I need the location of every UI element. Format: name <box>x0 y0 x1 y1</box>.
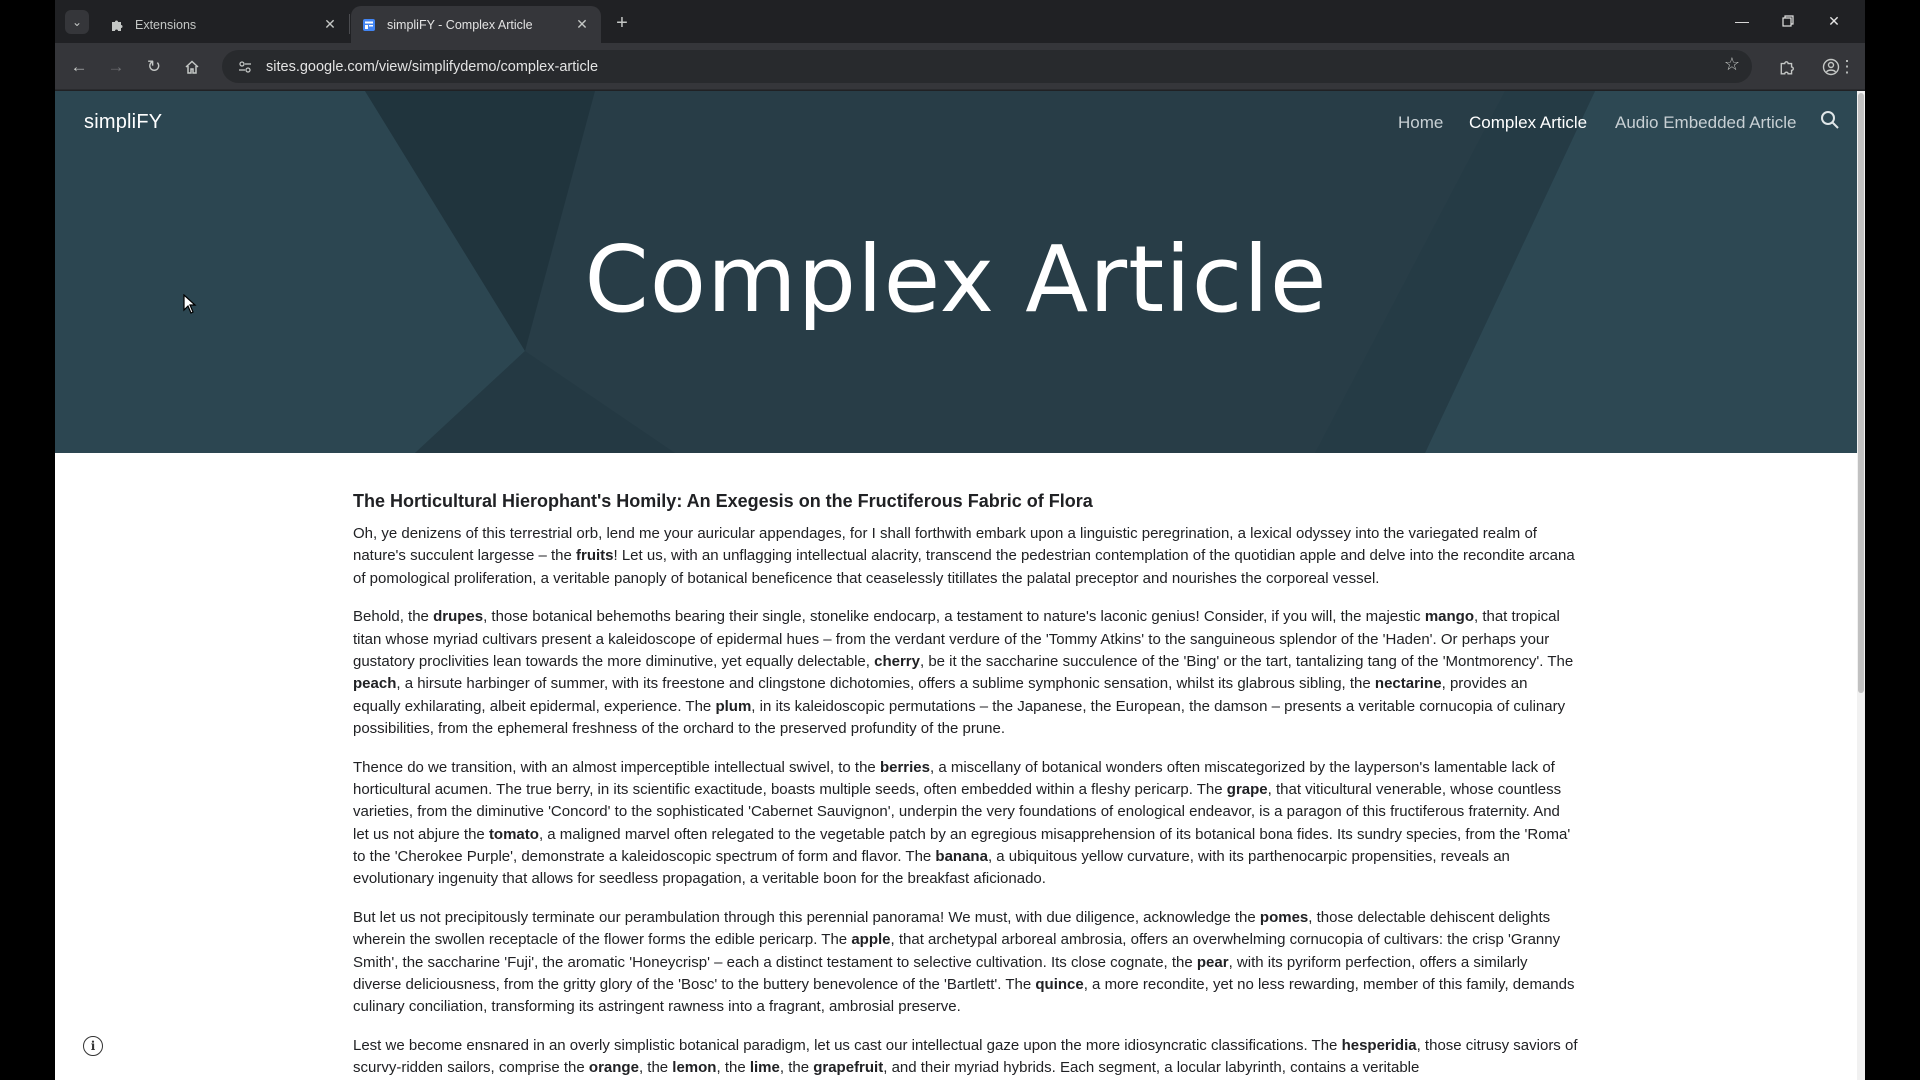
chevron-down-icon: ⌄ <box>71 15 83 29</box>
bold-term: drupes <box>433 608 484 626</box>
nav-audio-embedded-article[interactable]: Audio Embedded Article <box>1615 113 1797 132</box>
nav-complex-article[interactable]: Complex Article <box>1469 113 1588 132</box>
mouse-cursor-icon <box>183 294 197 314</box>
bold-term: pomes <box>1259 908 1309 926</box>
tab-simplify[interactable] <box>351 6 601 43</box>
bold-term: peach <box>353 675 397 693</box>
article-heading: The Horticultural Hierophant's Homily: An Exegesis on the Fructiferous Fabric of Flora <box>353 491 1093 511</box>
page-scrollbar[interactable] <box>1857 91 1865 1080</box>
bold-term: nectarine <box>1374 675 1442 693</box>
article-paragraph <box>353 606 1578 740</box>
nav-home[interactable]: Home <box>1398 113 1444 132</box>
text-run: Lest we become ensnared in an overly simplistic botanical paradigm, let us cast our intellectual gaze upon the more idiosyncratic classifications. The <box>353 1036 1342 1054</box>
text-run: Thence do we transition, with an almost imperceptible intellectual swivel, to the <box>353 758 880 776</box>
page-viewport <box>55 91 1865 1080</box>
text-run: , a miscellany of botanical wonders often miscategorized by the layperson's lamentable lack of horticultural acumen. The true berry, in its scientific exactitude, boasts multiple seeds, often embedded within a fleshy pericarp. The <box>353 758 1555 798</box>
tab-search-button[interactable] <box>65 10 89 34</box>
site-settings-icon[interactable] <box>230 60 260 74</box>
bold-term: lime <box>749 1059 780 1077</box>
text-run: , with its pyriform perfection, offers a similarly diverse deliciousness, from the gritty glory of the 'Bosc' to the buttery benevolence of the 'Bartlett'. The <box>353 953 1528 993</box>
forward-button[interactable] <box>102 53 130 81</box>
browser-toolbar <box>55 43 1865 90</box>
text-run: , provides an equally exhilarating, albeit epidermal, experience. The <box>353 675 1528 715</box>
text-run: , a maligned marvel often relegated to the vegetable patch by an egregious misapprehension of its botanical bona fides. Its sundry species, from the 'Roma' to the 'Cherokee Purple', demonstrate a kaleidoscopic spectrum of form and flavor. The <box>353 825 1571 865</box>
reload-icon: ↻ <box>146 57 162 76</box>
text-run: ! Let us, with an unflagging intellectual alacrity, transcend the pedestrian contemplation of the quotidian apple and delve into the recondite arcana of pomological proliferation, a veritable panoply of botanical beneficence that ceaselessly titillates the palatal preceptor and nourishes the corporeal vessel. <box>353 547 1575 587</box>
text-run: , in its kaleidoscopic permutations – the Japanese, the European, the damson – presents a veritable cornucopia of culinary possibilities, from the ephemeral freshness of the orchard to the preserved profundity of the prune. <box>353 697 1566 737</box>
tab-title: Extensions <box>135 17 197 32</box>
text-run: Oh, ye denizens of this terrestrial orb, lend me your auricular appendages, for I shall forthwith embark upon a linguistic peregrination, a lexical odyssey into the variegated realm of nature's succulent largesse – the <box>353 525 1537 565</box>
close-icon[interactable]: ✕ <box>324 16 336 32</box>
tab-strip <box>55 0 1865 43</box>
text-run: , the <box>779 1059 814 1077</box>
browser-window <box>55 0 1865 1080</box>
tab-title: simpliFY - Complex Article <box>387 17 533 32</box>
bold-term: orange <box>588 1059 639 1077</box>
bold-term: plum <box>715 697 752 715</box>
article-body <box>353 491 1578 1080</box>
text-run: , the <box>716 1059 750 1077</box>
article-paragraph <box>353 907 1578 1018</box>
info-icon[interactable]: i <box>83 1036 103 1056</box>
text-run: , a ubiquitous yellow curvature, with its parthenocarpic propensities, reveals an evolutionary ingenuity that allows for seedless propagation, a veritable boon for the breakfast aficionado. <box>353 847 1510 888</box>
text-run: But let us not precipitously terminate our perambulation through this perennial panorama! We must, with due diligence, acknowledge the <box>353 908 1260 926</box>
address-bar[interactable] <box>222 50 1752 83</box>
minimize-button[interactable]: — <box>1735 13 1749 29</box>
bold-term: grape <box>1226 780 1268 798</box>
arrow-right-icon: → <box>107 57 125 76</box>
text-run: , those botanical behemoths bearing their single, stonelike endocarp, a testament to nature's laconic genius! Consider, if you will, the majestic <box>483 608 1425 626</box>
bold-term: fruits <box>576 547 614 565</box>
text-run: , that tropical titan whose myriad cultivars present a kaleidoscope of epidermal hues – from the verdant verdure of the 'Tommy Atkins' to the sanguineous splendor of the 'Haden'. Or perhaps your gustatory proclivities lean towards the more diminutive, yet equally delectable, <box>353 608 1560 670</box>
tab-extensions[interactable] <box>99 6 349 43</box>
text-run: , those delectable dehiscent delights wherein the swollen receptacle of the flower forms the edible pericarp. The <box>353 908 1551 949</box>
extensions-button[interactable] <box>1773 53 1801 81</box>
text-run: , those citrusy saviors of scurvy-ridden sailors, comprise the <box>353 1036 1578 1077</box>
bold-term: grapefruit <box>813 1059 884 1077</box>
bold-term: quince <box>1035 975 1084 993</box>
bold-term: banana <box>935 847 988 865</box>
restore-button[interactable] <box>1765 6 1811 36</box>
close-icon[interactable]: ✕ <box>576 16 588 32</box>
article-paragraph <box>353 1035 1578 1080</box>
new-tab-button[interactable]: + <box>616 11 628 34</box>
tab-separator <box>349 14 350 34</box>
arrow-left-icon: ← <box>70 57 88 76</box>
bold-term: apple <box>851 931 891 949</box>
home-button[interactable] <box>178 53 206 81</box>
puzzle-icon <box>1779 59 1795 75</box>
bold-term: cherry <box>874 652 920 670</box>
bookmark-star-icon[interactable]: ☆ <box>1723 54 1740 74</box>
page-title: Complex Article <box>584 226 1328 333</box>
bold-term: hesperidia <box>1341 1036 1417 1054</box>
bold-term: lemon <box>672 1059 717 1077</box>
site-name[interactable]: simpliFY <box>84 111 163 133</box>
puzzle-icon <box>109 17 125 33</box>
menu-button[interactable] <box>1837 53 1857 81</box>
close-window-button[interactable]: ✕ <box>1828 12 1840 29</box>
reload-button[interactable] <box>140 53 168 81</box>
scrollbar-thumb[interactable] <box>1858 93 1864 693</box>
back-button[interactable] <box>65 53 93 81</box>
article-paragraph <box>353 523 1578 590</box>
text-run: , and their myriad hybrids. Each segment, a locular labyrinth, contains a veritable <box>883 1059 1420 1077</box>
text-run: , a hirsute harbinger of summer, with its freestone and clingstone dichotomies, offers a sublime symphonic sensation, whilst its glabrous sibling, the <box>396 675 1375 693</box>
sites-icon <box>361 17 377 33</box>
bold-term: pear <box>1196 953 1229 971</box>
more-vert-icon: ⋮ <box>1838 57 1856 76</box>
text-run: , be it the saccharine succulence of the 'Bing' or the tart, tantalizing tang of the 'Montmorency'. The <box>919 652 1574 670</box>
article-paragraph <box>353 757 1578 891</box>
bold-term: mango <box>1424 608 1474 626</box>
text-run: , a more recondite, yet no less rewarding, member of this family, demands culinary conciliation, transforming its astringent rawness into a fragrant, ambrosial preserve. <box>353 975 1575 1016</box>
url-text: sites.google.com/view/simplifydemo/complex-article <box>266 58 599 75</box>
text-run: , the <box>638 1059 673 1077</box>
home-icon <box>184 59 200 75</box>
text-run: , that viticultural venerable, whose countless varieties, from the diminutive 'Concord' to the sophisticated 'Cabernet Sauvignon', underpin the very foundations of enological endeavor, is a paragon of this fructiferous fraternity. And let us not abjure the <box>353 780 1562 843</box>
bold-term: berries <box>879 758 930 776</box>
text-run: , that archetypal arboreal ambrosia, offers an overwhelming cornucopia of cultivars: the crisp 'Granny Smith', the saccharine 'Fuji', the aromatic 'Honeycrisp' – each a distinct testament to selective cultivation. Its close cognate, the <box>353 931 1561 971</box>
hero-banner <box>55 91 1857 453</box>
bold-term: tomato <box>488 825 539 843</box>
text-run: Behold, the <box>353 608 434 626</box>
